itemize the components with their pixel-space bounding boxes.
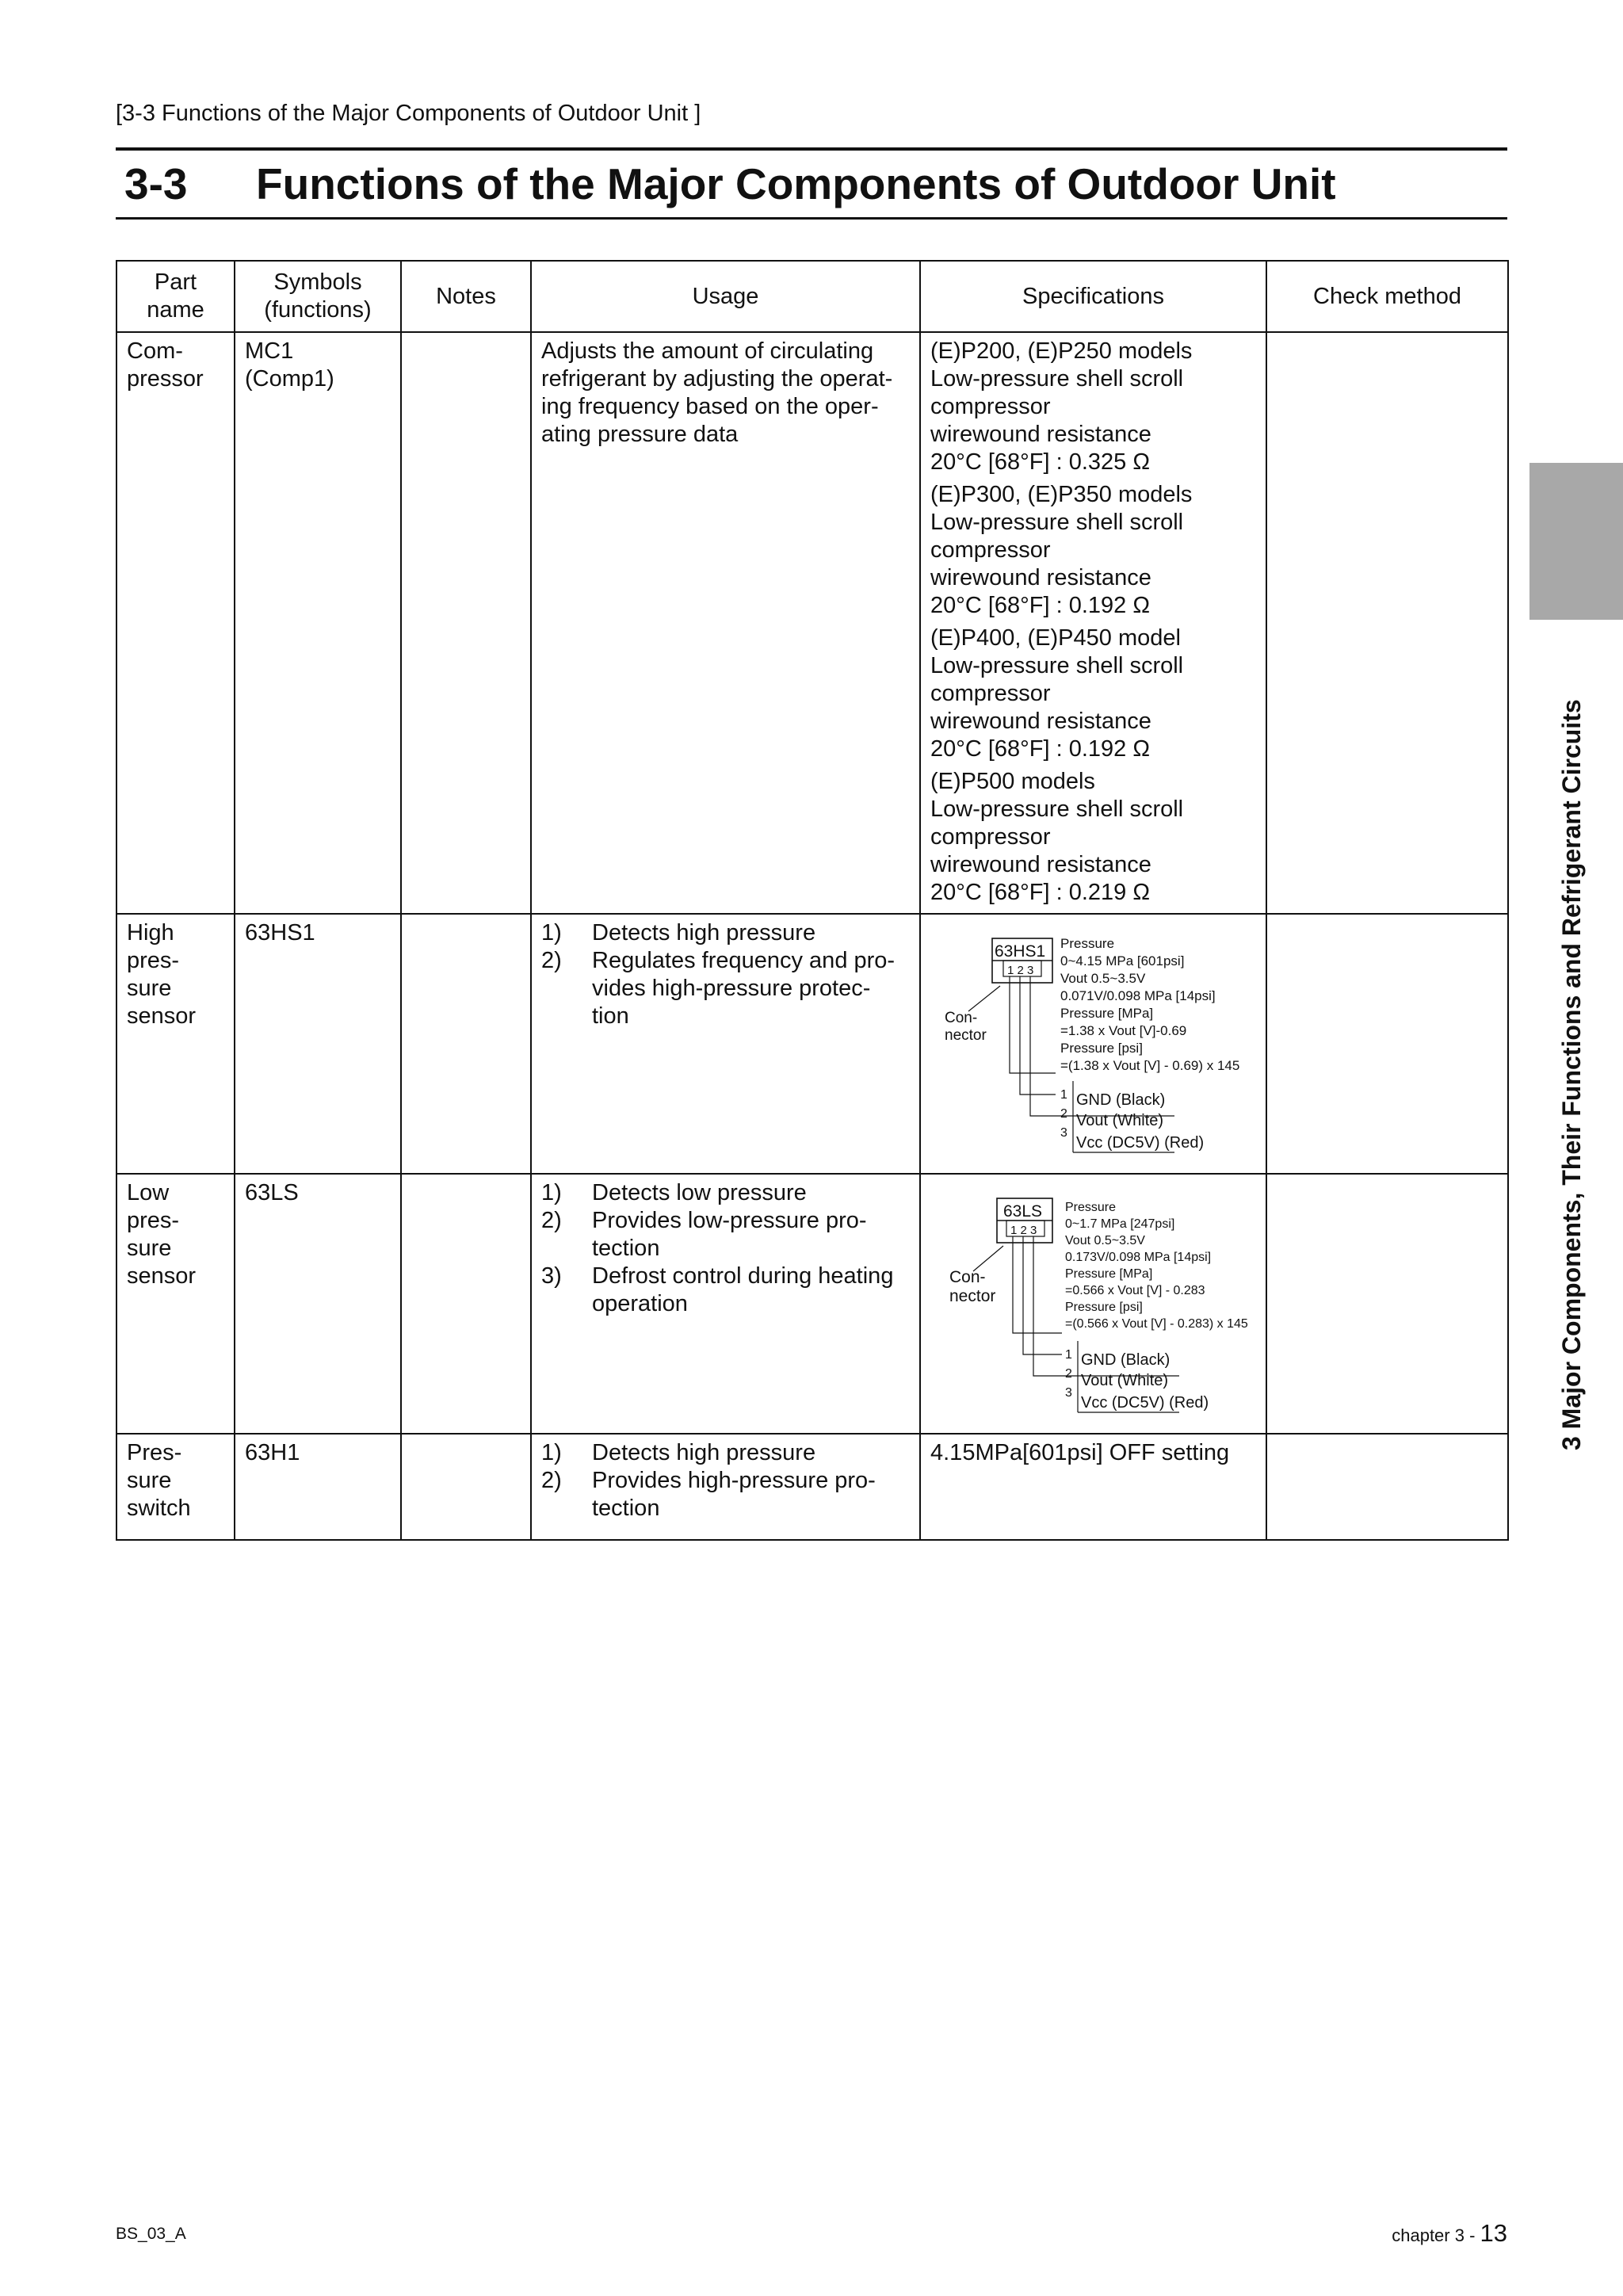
part-name: High pres- sure sensor: [116, 914, 235, 1174]
check-method-cell: [1266, 914, 1508, 1174]
spec-info-line: 0.173V/0.098 MPa [14psi]: [1065, 1251, 1212, 1264]
section-title: Functions of the Major Components of Outdoor Unit: [256, 159, 1336, 208]
table-row-pressure-switch: [116, 1434, 1508, 1540]
page-title: [124, 159, 1336, 209]
wire-pin-number: 1: [1065, 1348, 1072, 1362]
specifications-cell: [920, 1174, 1266, 1434]
connector-pointer: [968, 986, 1000, 1011]
wire-pin-number: 1: [1060, 1088, 1067, 1102]
usage-item: 1) Detects high pressure: [541, 920, 816, 946]
usage-cell: Adjusts the amount of circulating refrigerant by adjusting the operat- ing frequency based on the oper- ating pressure data: [531, 332, 920, 914]
part-name: Pres- sure switch: [116, 1434, 235, 1540]
header-part-name: Part name: [116, 261, 235, 332]
sensor-label: 63LS: [1003, 1202, 1043, 1221]
spec-info-line: Vout 0.5~3.5V: [1060, 971, 1146, 986]
part-name: Low pres- sure sensor: [116, 1174, 235, 1434]
chapter-side-label: 3 Major Components, Their Functions and Refrigerant Circuits: [1557, 699, 1586, 1450]
usage-item: 3) Defrost control during heating operation: [541, 1263, 894, 1316]
chapter-prefix: chapter 3 -: [1392, 2225, 1480, 2245]
spec-info-line: Pressure: [1060, 936, 1115, 951]
breadcrumb: [3-3 Functions of the Major Components of Outdoor Unit ]: [116, 101, 701, 126]
header-specifications: Specifications: [920, 261, 1266, 332]
wire-2: [1020, 976, 1056, 1095]
header-usage: Usage: [531, 261, 920, 332]
header-check-method: Check method: [1266, 261, 1508, 332]
notes-cell: [401, 1434, 531, 1540]
spec-info-line: Pressure [psi]: [1060, 1041, 1143, 1056]
part-name: Com- pressor: [116, 332, 235, 914]
usage-item: 2) Regulates frequency and pro- vides high-pressure protec- tion: [541, 948, 896, 1029]
wire-1: [1013, 1236, 1062, 1333]
spec-info-line: =(1.38 x Vout [V] - 0.69) x 145: [1060, 1058, 1240, 1073]
wire-pin-number: 2: [1065, 1367, 1072, 1381]
pressure-sensor-wiring-diagram: [921, 915, 1267, 1168]
spec-info-line: Pressure: [1065, 1201, 1117, 1214]
table-row-low-pressure-sensor: [116, 1174, 1508, 1434]
header-symbols: Symbols (functions): [235, 261, 401, 332]
symbol: 63H1: [235, 1434, 401, 1540]
specifications-cell: [920, 914, 1266, 1174]
usage-cell: [531, 1434, 920, 1540]
table-row-compressor: [116, 332, 1508, 914]
pin-numbers: 1 2 3: [1007, 964, 1034, 977]
spec-info-line: =1.38 x Vout [V]-0.69: [1060, 1023, 1187, 1038]
wire-pin-number: 3: [1065, 1386, 1072, 1400]
sensor-label: 63HS1: [995, 942, 1046, 961]
check-method-cell: [1266, 1434, 1508, 1540]
spec-info-line: 0~4.15 MPa [601psi]: [1060, 953, 1185, 968]
usage-cell: [531, 914, 920, 1174]
specifications-cell: 4.15MPa[601psi] OFF setting: [920, 1434, 1266, 1540]
spec-info-line: 0.071V/0.098 MPa [14psi]: [1060, 988, 1216, 1003]
wire-label: Vcc (DC5V) (Red): [1076, 1134, 1205, 1152]
table-header-row: [116, 261, 1508, 332]
notes-cell: [401, 914, 531, 1174]
usage-item: 2) Provides low-pressure pro- tection: [541, 1208, 867, 1261]
wire-label: Vcc (DC5V) (Red): [1081, 1394, 1209, 1412]
wire-pin-number: 3: [1060, 1126, 1067, 1140]
wire-pin-number: 2: [1060, 1107, 1067, 1121]
header-rule-top: [116, 147, 1507, 151]
header-notes: Notes: [401, 261, 531, 332]
usage-cell: [531, 1174, 920, 1434]
wire-1: [1010, 976, 1056, 1073]
symbol: 63LS: [235, 1174, 401, 1434]
usage-item: 1) Detects high pressure: [541, 1440, 816, 1465]
connector-label: nector: [949, 1287, 996, 1305]
spec-info-line: =(0.566 x Vout [V] - 0.283) x 145: [1065, 1317, 1248, 1331]
doc-code: BS_03_A: [116, 2225, 186, 2243]
wire-label: GND (Black): [1081, 1351, 1170, 1369]
page-number-value: 13: [1480, 2219, 1507, 2247]
spec-info-line: =0.566 x Vout [V] - 0.283: [1065, 1284, 1205, 1297]
wire-label: GND (Black): [1076, 1091, 1166, 1109]
symbol: 63HS1: [235, 914, 401, 1174]
page-number: [1392, 2219, 1507, 2248]
notes-cell: [401, 332, 531, 914]
wire-2: [1023, 1236, 1062, 1354]
notes-cell: [401, 1174, 531, 1434]
header-rule-bottom: [116, 217, 1507, 220]
spec-info-line: Pressure [psi]: [1065, 1301, 1143, 1314]
spec-info-line: Vout 0.5~3.5V: [1065, 1234, 1145, 1247]
symbol: MC1 (Comp1): [235, 332, 401, 914]
pressure-sensor-wiring-diagram: [921, 1175, 1267, 1428]
check-method-cell: [1266, 332, 1508, 914]
connector-label: Con-: [949, 1268, 986, 1286]
components-table: [116, 260, 1509, 1541]
usage-item: 2) Provides high-pressure pro- tection: [541, 1468, 876, 1521]
chapter-side-tab: [1529, 463, 1623, 620]
connector-label: Con-: [945, 1010, 978, 1026]
table-row-high-pressure-sensor: [116, 914, 1508, 1174]
spec-info-line: Pressure [MPa]: [1065, 1267, 1153, 1281]
check-method-cell: [1266, 1174, 1508, 1434]
usage-item: 1) Detects low pressure: [541, 1180, 807, 1205]
section-number: 3-3: [124, 159, 188, 208]
specifications-cell: (E)P200, (E)P250 models Low-pressure shell scroll compressor wirewound resistance 20°C [68°F] : 0.325 Ω (E)P300, (E)P350 models Low-pressure shell scroll compressor wirewound resistance 20°C [68°F] : 0.192 Ω (E)P400, (E)P450 model Low-pressure shell scroll compressor wirewound resistance 20°C [68°F] : 0.192 Ω (E)P500 models Low-pressure shell scroll compressor wirewound resistance 20°C [68°F] : 0.219 Ω: [920, 332, 1266, 914]
connector-label: nector: [945, 1027, 987, 1044]
spec-info-line: Pressure [MPa]: [1060, 1006, 1154, 1021]
pin-numbers: 1 2 3: [1010, 1224, 1037, 1237]
wire-label: Vout (White): [1076, 1112, 1164, 1129]
spec-info-line: 0~1.7 MPa [247psi]: [1065, 1217, 1175, 1231]
wire-label: Vout (White): [1081, 1372, 1169, 1389]
